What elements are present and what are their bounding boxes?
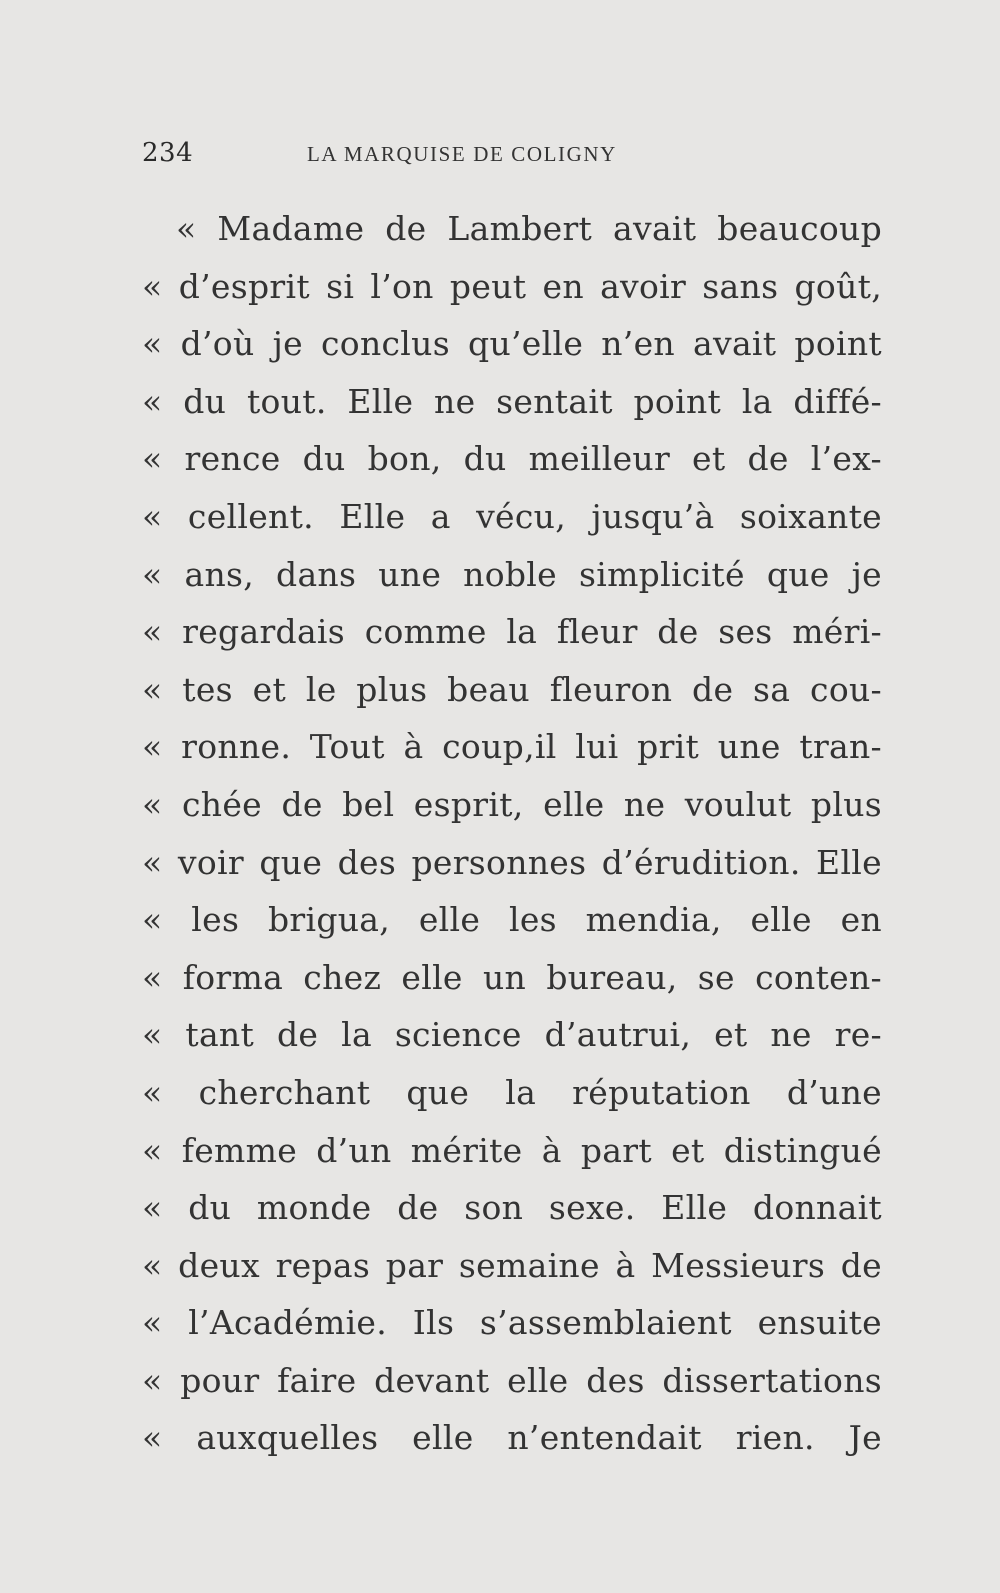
running-head xyxy=(142,138,882,178)
text-line: « tes et le plus beau fleuron de sa cou- xyxy=(142,669,882,709)
text-line: « ronne. Tout à coup,il lui prit une tran- xyxy=(142,727,882,767)
text-line: « d’esprit si l’on peut en avoir sans goût, xyxy=(142,266,882,306)
text-line: « forma chez elle un bureau, se conten- xyxy=(142,957,882,997)
text-line: « cherchant que la réputation d’une xyxy=(142,1072,882,1112)
text-line: « pour faire devant elle des dissertations xyxy=(142,1360,882,1400)
text-line: « ans, dans une noble simplicité que je xyxy=(142,554,882,594)
text-line: « tant de la science d’autrui, et ne re- xyxy=(142,1015,882,1055)
running-title: LA MARQUISE DE COLIGNY xyxy=(307,142,617,166)
text-line: « chée de bel esprit, elle ne voulut plus xyxy=(142,784,882,824)
text-line: « d’où je conclus qu’elle n’en avait point xyxy=(142,324,882,364)
text-line: « du tout. Elle ne sentait point la diffé- xyxy=(142,381,882,421)
text-line: « femme d’un mérite à part et distingué xyxy=(142,1130,882,1170)
text-line: « du monde de son sexe. Elle donnait xyxy=(142,1188,882,1228)
page-number: 234 xyxy=(142,138,194,168)
text-line: « auxquelles elle n’entendait rien. Je xyxy=(142,1418,882,1458)
text-line: « regardais comme la fleur de ses méri- xyxy=(142,612,882,652)
text-line: « rence du bon, du meilleur et de l’ex- xyxy=(142,439,882,479)
text-line: « voir que des personnes d’érudition. Elle xyxy=(142,842,882,882)
text-line: « deux repas par semaine à Messieurs de xyxy=(142,1245,882,1285)
text-line: « l’Académie. Ils s’assemblaient ensuite xyxy=(142,1303,882,1343)
text-line: « cellent. Elle a vécu, jusqu’à soixante xyxy=(142,496,882,536)
text-line: « Madame de Lambert avait beaucoup xyxy=(176,209,882,248)
body-text xyxy=(142,200,882,1467)
text-line: « les brigua, elle les mendia, elle en xyxy=(142,900,882,940)
